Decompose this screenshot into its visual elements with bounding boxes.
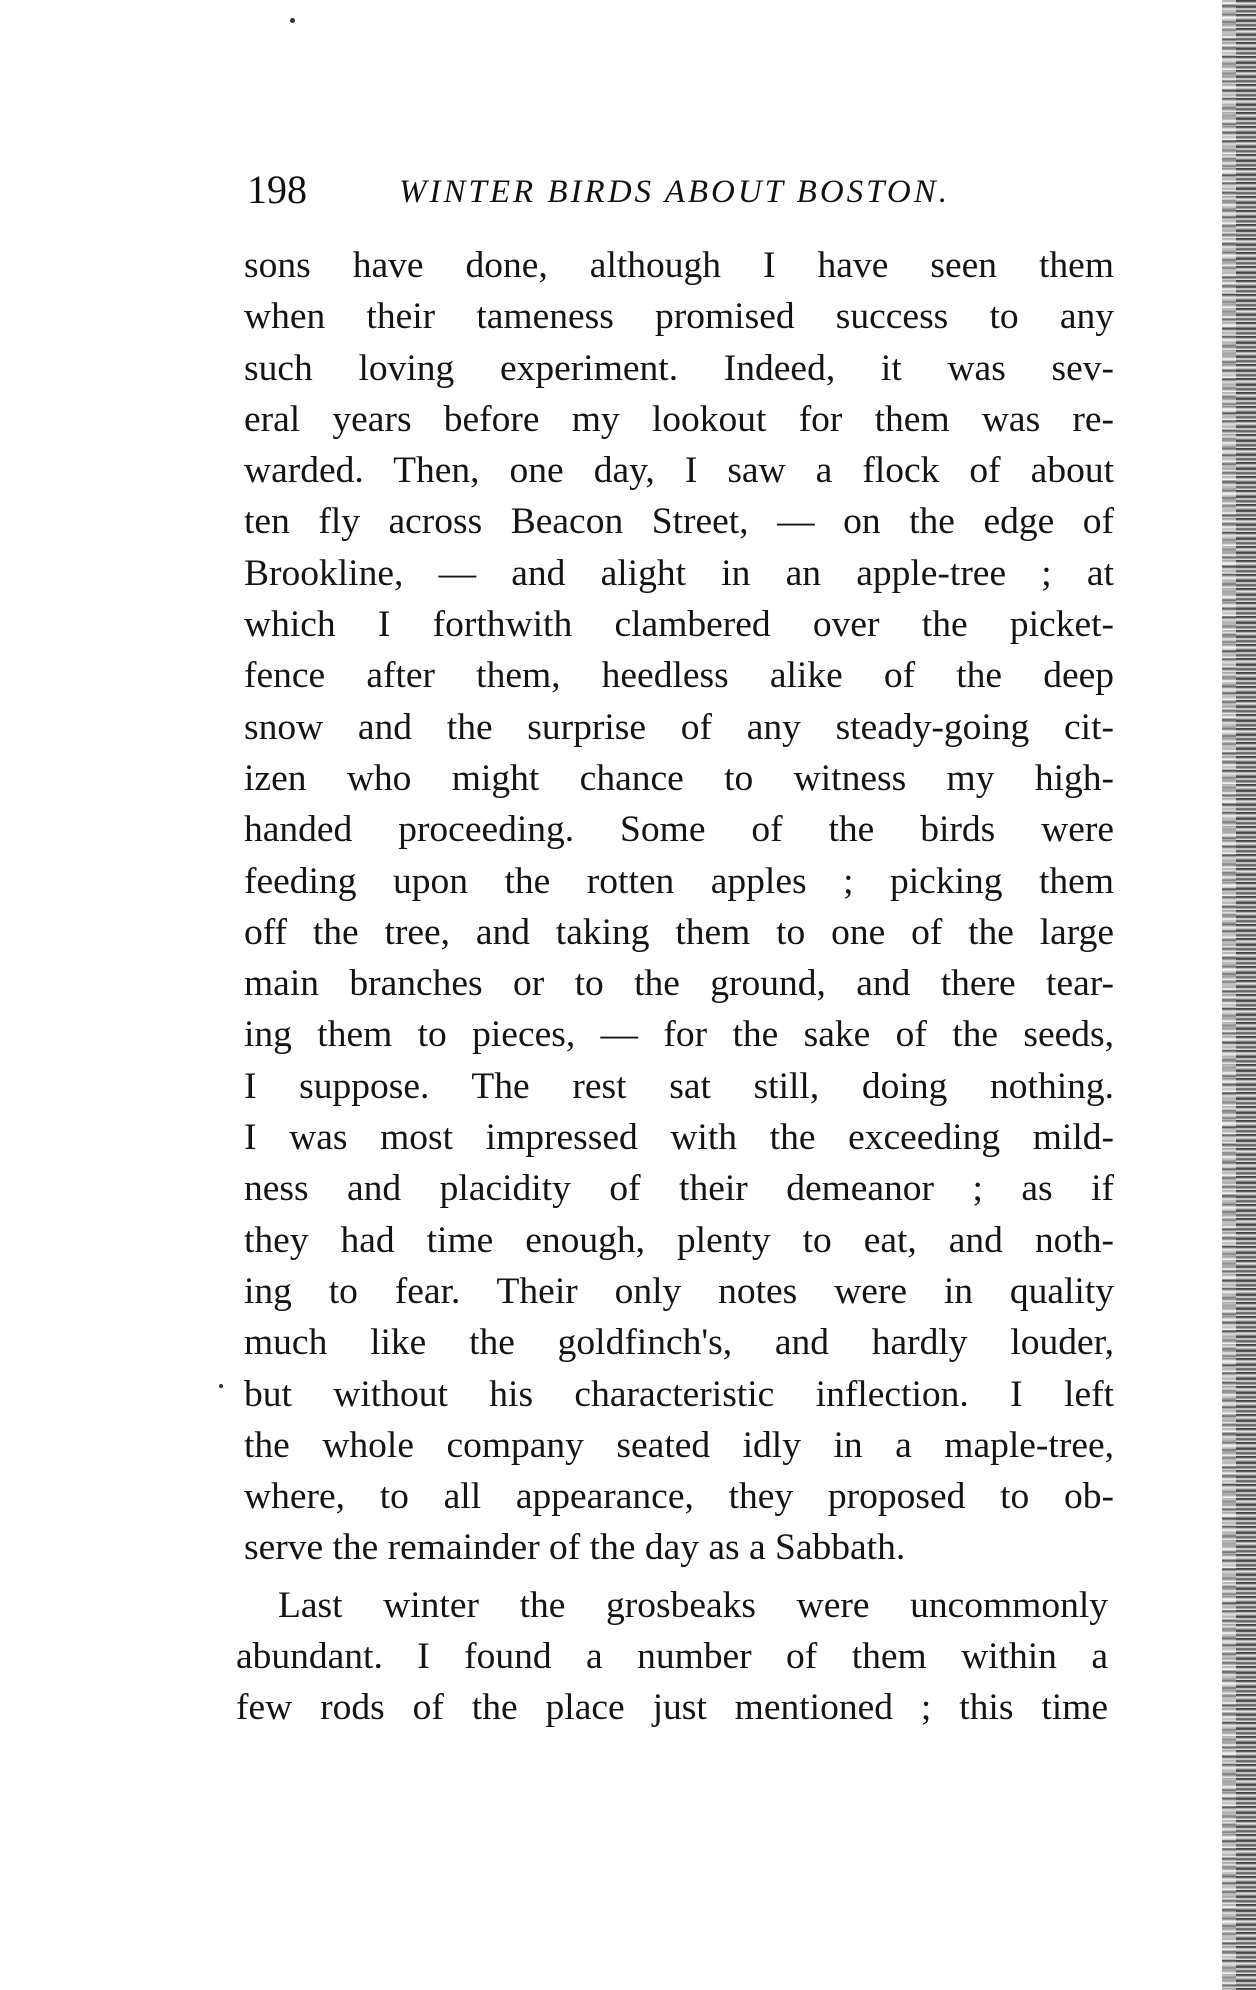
text-line: the whole company seated idly in a maple-tree, <box>244 1424 1114 1466</box>
text-line: when their tameness promised success to any <box>244 296 1114 338</box>
text-line: ness and placidity of their demeanor ; as if <box>244 1168 1114 1210</box>
text-line: much like the goldfinch's, and hardly louder, <box>244 1322 1114 1364</box>
text-line: ing them to pieces, — for the sake of the seeds, <box>244 1014 1114 1056</box>
text-line: izen who might chance to witness my high- <box>244 757 1114 799</box>
running-title: WINTER BIRDS ABOUT BOSTON. <box>399 174 951 210</box>
text-line: snow and the surprise of any steady-going cit- <box>244 706 1114 748</box>
text-line: serve the remainder of the day as a Sabbath. <box>244 1527 906 1569</box>
text-line: handed proceeding. Some of the birds were <box>244 809 1114 851</box>
text-line: feeding upon the rotten apples ; picking them <box>244 860 1114 902</box>
body-text <box>232 240 1124 1734</box>
page-number: 198 <box>247 167 307 212</box>
paragraph <box>244 240 1114 1574</box>
text-line: Last winter the grosbeaks were uncommonly <box>278 1584 1108 1626</box>
text-line: few rods of the place just mentioned ; this time <box>236 1687 1108 1729</box>
text-line: I suppose. The rest sat still, doing nothing. <box>244 1065 1114 1107</box>
text-line: such loving experiment. Indeed, it was sev- <box>244 347 1114 389</box>
text-line: sons have done, although I have seen them <box>244 245 1114 286</box>
text-line: ing to fear. Their only notes were in quality <box>244 1270 1114 1312</box>
paragraph <box>236 1580 1108 1734</box>
ink-speck <box>290 18 295 23</box>
text-line: warded. Then, one day, I saw a flock of about <box>244 450 1114 492</box>
ink-speck <box>219 1384 223 1388</box>
page-header <box>247 160 1007 220</box>
text-line: off the tree, and taking them to one of the large <box>244 911 1114 953</box>
text-line: where, to all appearance, they proposed to ob- <box>244 1476 1114 1518</box>
page-binding-edge-shadow <box>1222 0 1236 1990</box>
text-line: which I forthwith clambered over the picket- <box>244 604 1114 646</box>
text-line: main branches or to the ground, and there tear- <box>244 963 1114 1005</box>
text-line: but without his characteristic inflection. I left <box>244 1373 1114 1415</box>
text-line: I was most impressed with the exceeding mild- <box>244 1117 1114 1159</box>
text-line: eral years before my lookout for them was re- <box>244 398 1114 440</box>
text-line: they had time enough, plenty to eat, and noth- <box>244 1219 1114 1261</box>
text-line: abundant. I found a number of them within a <box>236 1636 1108 1678</box>
text-line: fence after them, heedless alike of the deep <box>244 655 1114 697</box>
text-line: ten fly across Beacon Street, — on the edge of <box>244 501 1114 543</box>
text-line: Brookline, — and alight in an apple-tree ; at <box>244 552 1114 594</box>
